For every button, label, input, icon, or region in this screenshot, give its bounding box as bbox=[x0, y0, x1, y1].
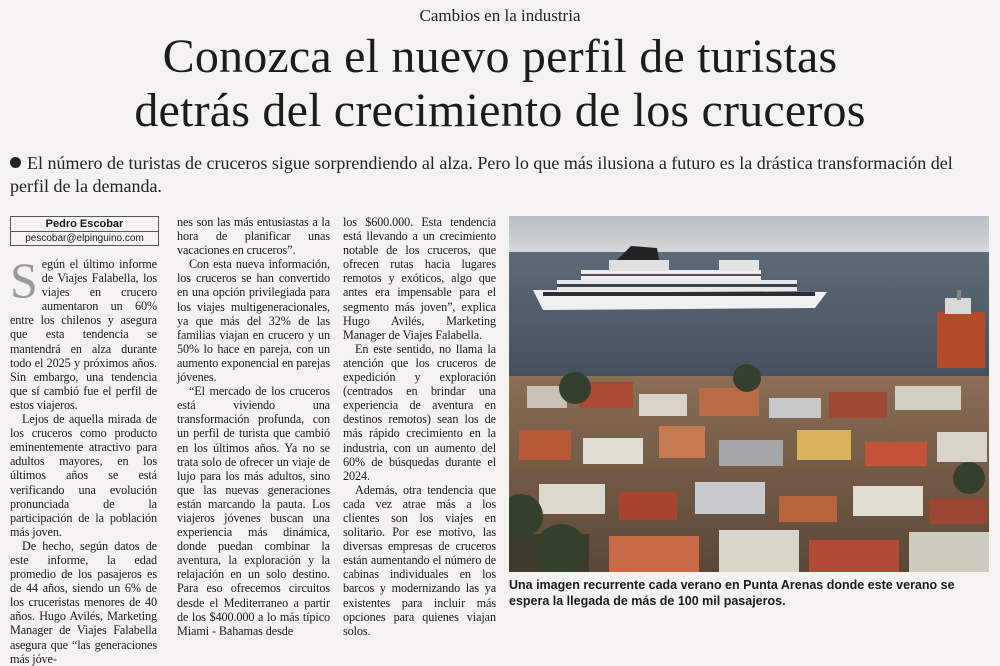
paragraph: De hecho, según datos de este informe, la edad promedio de los pasajeros es de 44 años, siendo un 6% de los cruceristas menores de 40 años. Hugo Avilés, Marketing Manager de Viajes Falabella asegura que “las generaciones más jóve- bbox=[10, 538, 157, 666]
paragraph: Además, otra tendencia que cada vez atrae más a los clientes son los viajes en solitario. Por ese motivo, las diversas empresas de cruceros están aumentando el número de cabinas individuales en los barcos y modernizando las ya existentes para incluir más opciones para quienes viajan solos. bbox=[343, 482, 496, 638]
article-column-3 bbox=[343, 215, 496, 638]
paragraph: los $600.000. Esta tendencia está llevando a un crecimiento notable de los cruceros, que ofrecen rutas hacia lugares remotos y exóticos, algo que antes era impensable para el segmento más joven”, explica Hugo Avilés, Marketing Manager de Viajes Falabella. bbox=[343, 215, 496, 342]
cruise-ship-photo bbox=[509, 216, 989, 572]
bullet-icon bbox=[10, 157, 21, 168]
paragraph: nes son las más entusiastas a la hora de planificar unas vacaciones en cruceros”. bbox=[177, 215, 330, 258]
headline-line-2: detrás del crecimiento de los cruceros bbox=[134, 84, 866, 137]
headline bbox=[0, 30, 1000, 138]
section-label: Cambios en la industria bbox=[419, 6, 581, 25]
drop-cap: S bbox=[10, 252, 38, 308]
article-column-1 bbox=[10, 252, 157, 666]
deck bbox=[10, 152, 990, 198]
deck-text: El número de turistas de cruceros sigue sorprendiendo al alza. Pero lo que más ilusiona a futuro es la drástica transformación del perfil de la demanda. bbox=[10, 153, 953, 196]
paragraph: En este sentido, no llama la atención que los cruceros de expedición y exploración (centrados en brindar una experiencia de aventura en destinos remotos) sean los de más rápido crecimiento en la industria, con un aumento del 60% de búsquedas durante el 2024. bbox=[343, 341, 496, 483]
paragraph: Según el último informe de Viajes Falabella, los viajes en crucero aumentaron un 60% entre los chilenos y asegura que esta tendencia se mantendrá en alza durante todo el 2025 y próximos años. Sin embargo, una tendencia que sí cambió fue el perfil de estos viajeros. bbox=[10, 252, 157, 412]
headline-line-1: Conozca el nuevo perfil de turistas bbox=[162, 30, 838, 83]
byline bbox=[10, 216, 159, 246]
article-column-2 bbox=[177, 215, 330, 638]
paragraph: Con esta nueva información, los cruceros se han convertido en una opción privilegiada para los viajes multigeneracionales, ya que más del 32% de las familias viajan en crucero y un 50% lo hace en pareja, con un aumento exponencial en parejas jóvenes. bbox=[177, 257, 330, 385]
author-email[interactable]: pescobar@elpinguino.com bbox=[25, 233, 144, 244]
paragraph: Lejos de aquella mirada de los cruceros como producto eminentemente atractivo para adultos mayores, en los últimos años se está verificando una evolución pronunciada de la participación de la población más joven. bbox=[10, 412, 157, 539]
photo-caption: Una imagen recurrente cada verano en Punta Arenas donde este verano se espera la llegada de más de 100 mil pasajeros. bbox=[509, 578, 955, 608]
author-name: Pedro Escobar bbox=[11, 217, 158, 232]
paragraph: “El mercado de los cruceros está viviendo una transformación profunda, con un perfil de turista que cambió en los últimos años. Ya no se trata solo de ofrecer un viaje de lujo para los más adultos, sino que las nuevas generaciones están marcando la pauta. Los viajeros jóvenes buscan una experiencia más dinámica, donde puedan combinar la aventura, la exploración y la relajación en un solo destino. Para eso ofrecemos circuitos desde el Mediterraneo a partir de los $400.000 a lo más típico Miami - Bahamas desde bbox=[177, 384, 330, 638]
